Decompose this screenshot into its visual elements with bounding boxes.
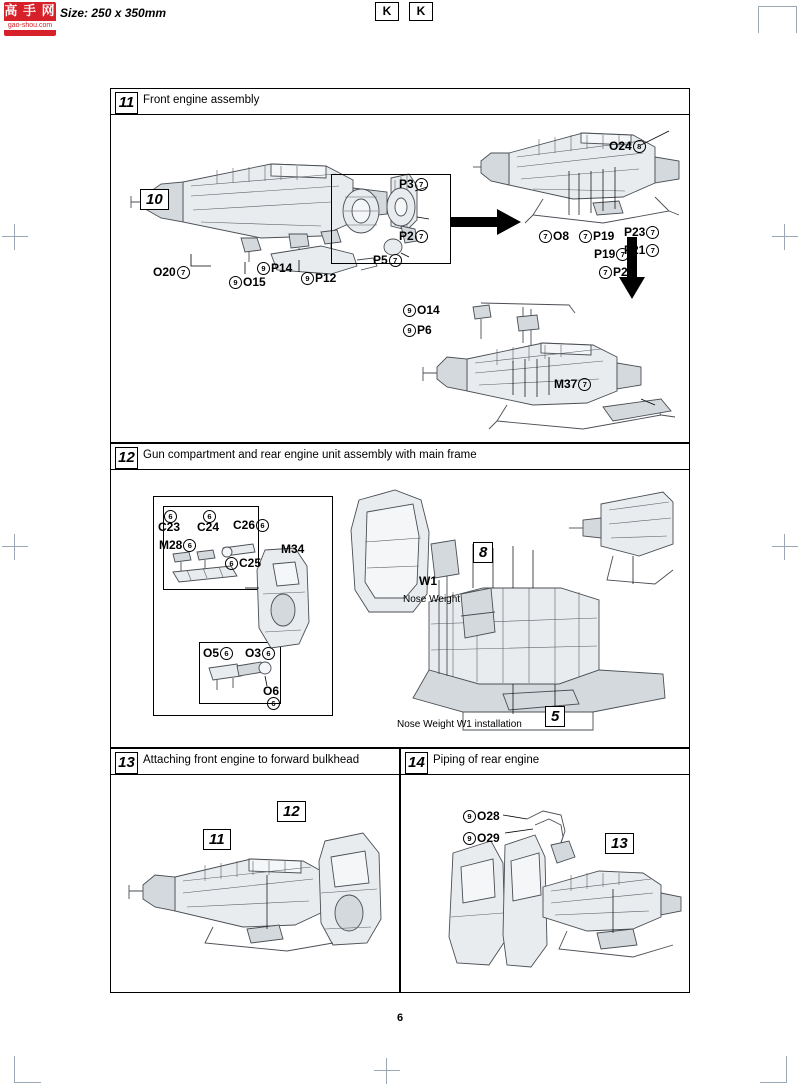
label-P3-text: P3	[399, 177, 414, 191]
label-O8	[539, 229, 569, 243]
page-number: 6	[396, 1012, 404, 1024]
label-P21-a	[624, 243, 659, 257]
step-13-subassembly-ref-11: 11	[203, 829, 231, 850]
label-M37-text: M37	[554, 377, 578, 391]
label-O14-text: O14	[417, 303, 440, 317]
part-marker-7: 7	[578, 378, 591, 391]
step-11-gear-detail-art	[335, 177, 447, 261]
label-P5	[373, 253, 402, 267]
publisher-logo	[4, 2, 56, 36]
part-marker-7: 7	[415, 230, 428, 243]
label-P2	[399, 229, 428, 243]
label-C23-text: C23	[158, 520, 181, 534]
label-O24-text: O24	[609, 139, 632, 153]
part-marker-7: 7	[177, 266, 190, 279]
label-P23	[624, 225, 659, 239]
label-C25-text: C25	[239, 556, 262, 570]
step-14-number: 14	[405, 752, 428, 774]
part-marker-9: 9	[403, 324, 416, 337]
label-O28-text: O28	[477, 809, 500, 823]
part-marker-7: 7	[389, 254, 402, 267]
label-P19-a	[579, 229, 614, 243]
step-12-header	[111, 444, 689, 470]
label-M34	[281, 542, 304, 556]
step-13-header	[111, 749, 399, 775]
label-C24	[197, 520, 219, 534]
label-P12	[301, 271, 336, 285]
label-O8-text: O8	[553, 229, 570, 243]
label-M34-text: M34	[281, 542, 305, 556]
registration-mark-right-mid	[772, 534, 798, 560]
part-marker-9: 9	[463, 810, 476, 823]
part-marker-7: 7	[579, 230, 592, 243]
label-O28	[463, 809, 500, 823]
part-marker-9: 9	[463, 832, 476, 845]
step-11-lower-assembly-art	[403, 299, 693, 434]
label-O14	[403, 303, 440, 317]
step-14-subassembly-ref-13: 13	[605, 833, 634, 854]
label-nose-weight: Nose Weight	[403, 594, 461, 605]
label-O5-text: O5	[203, 646, 220, 660]
part-marker-7: 7	[616, 248, 629, 261]
step-11-assembled-engine-art	[473, 111, 688, 231]
part-marker-6: 6	[267, 697, 280, 710]
label-O20	[153, 265, 190, 279]
part-marker-9: 9	[301, 272, 314, 285]
label-P21-a-text: P21	[624, 243, 646, 257]
part-marker-7: 7	[599, 266, 612, 279]
crop-mark-top-right	[770, 6, 797, 33]
label-O24	[609, 139, 646, 153]
step-12-subassembly-ref-8: 8	[473, 542, 493, 563]
part-marker-7: 7	[646, 226, 659, 239]
label-O6	[263, 684, 279, 698]
label-C25	[225, 556, 261, 570]
step-panel-14	[400, 748, 690, 993]
crop-mark-bottom-right	[760, 1056, 787, 1083]
step-panel-13	[110, 748, 400, 993]
registration-mark-left-top	[2, 224, 28, 250]
label-C26	[233, 518, 269, 532]
step-14-title: Piping of rear engine	[433, 754, 540, 766]
step-11-number: 11	[115, 92, 138, 114]
label-P6	[403, 323, 432, 337]
label-P14-text: P14	[271, 261, 293, 275]
label-O3	[245, 646, 275, 660]
label-O15-text: O15	[243, 275, 266, 289]
label-M37	[554, 377, 591, 391]
label-W1: W1	[419, 574, 437, 588]
part-marker-7: 7	[415, 178, 428, 191]
label-P21-b-text: P21	[613, 265, 635, 279]
step-panel-11	[110, 88, 690, 443]
part-marker-6: 6	[164, 510, 177, 523]
label-P6-text: P6	[417, 323, 432, 337]
part-marker-6: 6	[256, 519, 269, 532]
label-O20-text: O20	[153, 265, 176, 279]
part-marker-7: 7	[646, 244, 659, 257]
registration-mark-left-mid	[2, 534, 28, 560]
step-12-main-frame-art	[343, 484, 673, 734]
part-marker-6: 6	[225, 557, 238, 570]
step-12-title: Gun compartment and rear engine unit assembly with main frame	[143, 449, 477, 461]
sheet-size-label: Size: 250 x 350mm	[60, 6, 167, 20]
label-M28	[159, 538, 196, 552]
label-O29	[463, 831, 500, 845]
label-O15	[229, 275, 266, 289]
sprue-letter-box-1: K	[375, 2, 399, 21]
crop-mark-bottom-left	[14, 1056, 41, 1083]
registration-mark-bottom-center	[374, 1058, 400, 1084]
label-O6-marker	[267, 697, 281, 710]
step-13-number: 13	[115, 752, 138, 774]
registration-mark-right-top	[772, 224, 798, 250]
part-marker-6: 6	[220, 647, 233, 660]
label-M28-text: M28	[159, 538, 183, 552]
step-12-number: 12	[115, 447, 138, 469]
part-marker-9: 9	[403, 304, 416, 317]
part-marker-7: 7	[539, 230, 552, 243]
sprue-letter-box-2: K	[409, 2, 433, 21]
label-C24-text: C24	[197, 520, 220, 534]
step-11-subassembly-ref-10: 10	[140, 189, 169, 210]
label-O29-text: O29	[477, 831, 500, 845]
part-marker-9: 9	[229, 276, 242, 289]
step-14-header	[401, 749, 689, 775]
part-marker-6: 6	[203, 510, 216, 523]
step-13-title: Attaching front engine to forward bulkhead	[143, 754, 360, 766]
label-P19-b-text: P19	[594, 247, 616, 261]
label-P5-text: P5	[373, 253, 388, 267]
label-P3	[399, 177, 428, 191]
logo-chinese-text: 高 手 网	[4, 3, 56, 18]
part-marker-9: 9	[257, 262, 270, 275]
part-marker-8: 8	[633, 140, 646, 153]
step-11-title: Front engine assembly	[143, 94, 260, 106]
logo-url-text: gao-shou.com	[4, 21, 56, 30]
label-P23-text: P23	[624, 225, 646, 239]
label-P2-text: P2	[399, 229, 414, 243]
label-C26-text: C26	[233, 518, 256, 532]
label-O5	[203, 646, 233, 660]
step-panel-12	[110, 443, 690, 748]
step-12-subassembly-ref-5: 5	[545, 706, 565, 727]
step-13-assembly-art	[127, 819, 389, 984]
label-P12-text: P12	[315, 271, 337, 285]
label-nose-weight-installation: Nose Weight W1 installation	[397, 719, 522, 730]
label-C23-text-row	[158, 520, 180, 534]
label-O3-text: O3	[245, 646, 262, 660]
label-P21-b	[599, 265, 634, 279]
label-P19-a-text: P19	[593, 229, 615, 243]
part-marker-6: 6	[262, 647, 275, 660]
step-13-subassembly-ref-12: 12	[277, 801, 306, 822]
label-O6-text: O6	[263, 684, 280, 698]
label-P14	[257, 261, 292, 275]
part-marker-6: 6	[183, 539, 196, 552]
